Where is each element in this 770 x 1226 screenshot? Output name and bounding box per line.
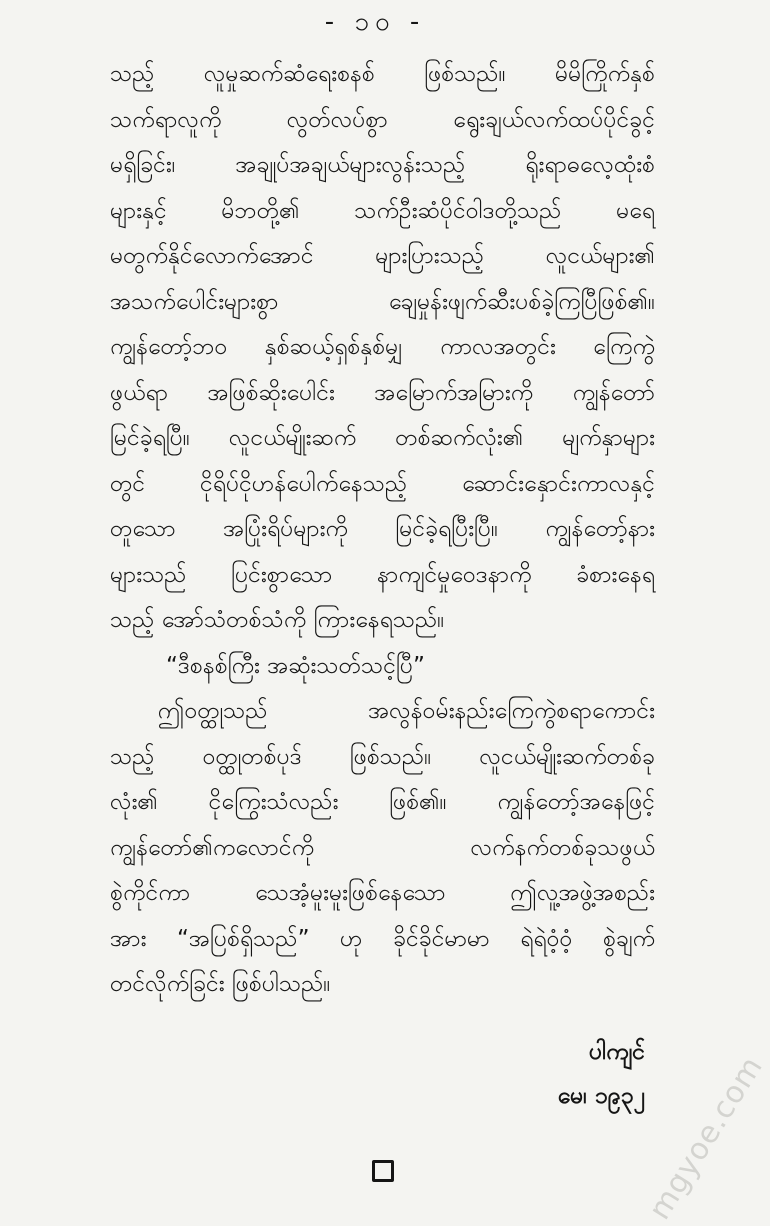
text-line: သက်ရာလူကို လွတ်လပ်စွာ ရွေးချယ်လက်ထပ်ပိုင်ခွင့် xyxy=(110,106,655,133)
text-line: ဤဝတ္ထုသည် အလွန်ဝမ်းနည်းကြေကွဲစရာကောင်း xyxy=(158,698,655,724)
signature-date: မေ၊ ၁၉၃၂ xyxy=(557,1083,645,1109)
watermark: mgyoe.com xyxy=(641,1050,770,1226)
text-line: တွင် ငိုရိပ်ငိုဟန်ပေါက်နေသည့် ဆောင်းနှောင်းကာလနှင့် xyxy=(110,470,655,497)
text-line: မတွက်နိုင်လောက်အောင် များပြားသည့် လူငယ်များ၏ xyxy=(110,243,655,269)
text-line: ကျွန်တော့်ဘဝ နှစ်ဆယ့်ရှစ်နှစ်မျှ ကာလအတွင်း ကြေကွဲ xyxy=(110,334,655,360)
text-line: အသက်ပေါင်းများစွာ ချေမှုန်းဖျက်ဆီးပစ်ခဲ့ကြပြီဖြစ်၏။ xyxy=(110,288,655,315)
text-line: များသည် ပြင်းစွာသော နာကျင်မှုဝေဒနာကို ခံစားနေရ xyxy=(110,561,655,588)
author-name: ပါကျင် xyxy=(589,1039,645,1065)
preface-body-text xyxy=(110,52,655,1008)
page-number: - ၁၀ - xyxy=(324,7,426,37)
text-line: သည့် ဝတ္ထုတစ်ပုဒ် ဖြစ်သည်။ လူငယ်မျိုးဆက်တစ်ခု xyxy=(110,743,655,770)
signature-block xyxy=(558,1030,645,1118)
quoted-line: “ဒီစနစ်ကြီး အဆုံးသတ်သင့်ပြီ” xyxy=(166,652,425,679)
text-line: မရှိခြင်း၊ အချုပ်အချယ်များလွန်းသည့် ရိုးရာဓလေ့ထုံးစံ xyxy=(110,152,655,178)
text-line: တူသော အပြုံးရိပ်များကို မြင်ခဲ့ရပြီးပြီ။ ကျွန်တော့်နား xyxy=(110,516,655,542)
text-line: ကျွန်တော်၏ကလောင်ကို လက်နက်တစ်ခုသဖွယ် xyxy=(110,834,655,861)
text-line: သည့် လူမှုဆက်ဆံရေးစနစ် ဖြစ်သည်။ မိမိကြိုက်နှစ် xyxy=(110,61,655,87)
text-line: မြင်ခဲ့ရပြီ။ လူငယ်မျိုးဆက် တစ်ဆက်လုံး၏ မျက်နှာများ xyxy=(110,425,655,451)
end-of-section-square-icon xyxy=(372,1160,394,1182)
text-line: စွဲကိုင်ကာ သေအံ့မူးမူးဖြစ်နေသော ဤလူ့အဖွဲ့အစည်း xyxy=(110,880,655,906)
text-line: ဖွယ်ရာ အဖြစ်ဆိုးပေါင်း အမြောက်အမြားကို ကျွန်တော် xyxy=(110,379,655,406)
text-line: တင်လိုက်ခြင်း ဖြစ်ပါသည်။ xyxy=(110,971,331,997)
text-line: သည့် အော်သံတစ်သံကို ကြားနေရသည်။ xyxy=(110,607,445,633)
text-line: အား “အပြစ်ရှိသည်” ဟု ခိုင်ခိုင်မာမာ ရဲရဲဝံ့ဝံ့ စွဲချက် xyxy=(110,925,655,952)
text-line: များနှင့် မိဘတို့၏ သက်ဦးဆံပိုင်ဝါဒတို့သည် မရေ xyxy=(110,197,655,224)
text-line: လုံး၏ ငိုကြွေးသံလည်း ဖြစ်၏။ ကျွန်တော့်အနေဖြင့် xyxy=(110,789,655,815)
